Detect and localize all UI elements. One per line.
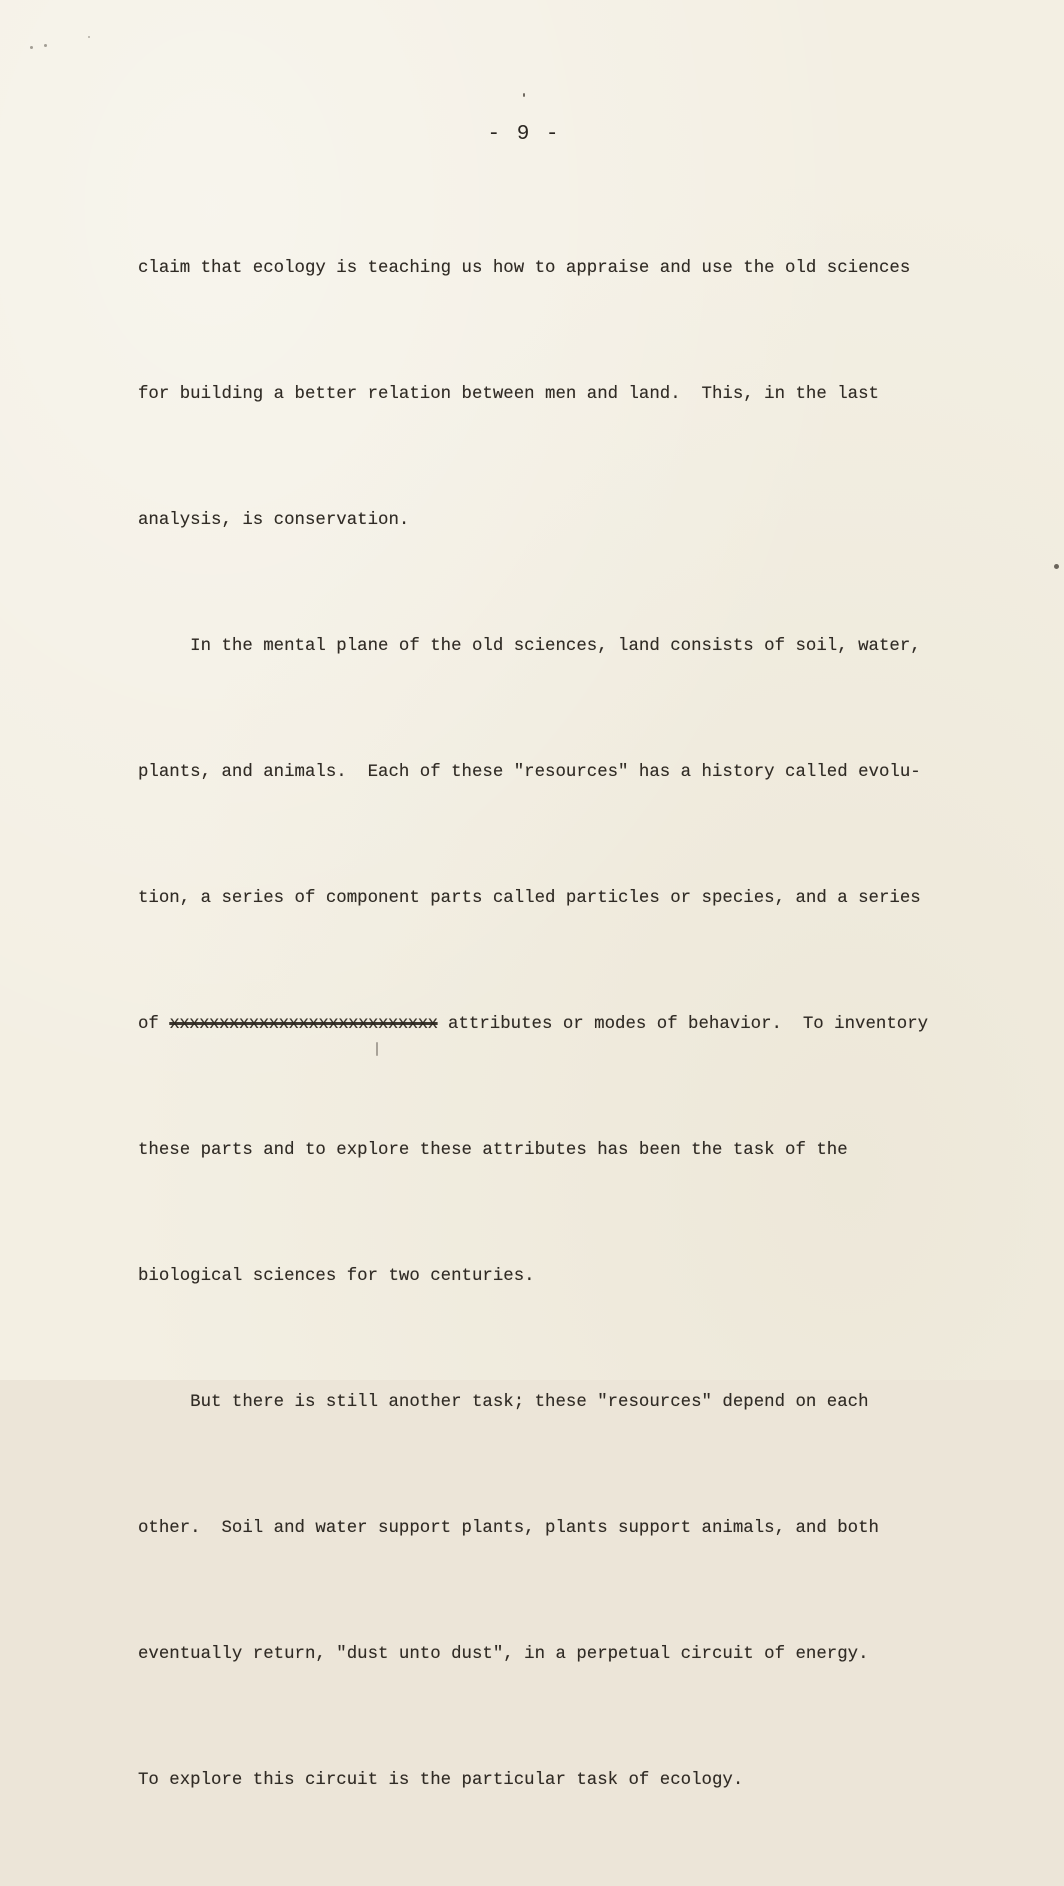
line-start: of: [138, 1015, 170, 1034]
text-line: other. Soil and water support plants, plants support animals, and both: [138, 1519, 879, 1538]
text-line: claim that ecology is teaching us how to appraise and use the old sciences: [138, 259, 911, 278]
text-line: these parts and to explore these attributes has been the task of the: [138, 1141, 848, 1160]
paper-speck: [376, 1042, 378, 1056]
text-line: To explore this circuit is the particular task of ecology.: [138, 1771, 744, 1790]
paper-speck: [44, 44, 47, 47]
struck-out-text: xxxxxxxxxxxxxxxxxxxxxxxxxxx: [169, 1015, 438, 1034]
text-line: for building a better relation between men and land. This, in the last: [138, 385, 879, 404]
paper-speck: [30, 46, 33, 49]
text-line: plants, and animals. Each of these "resources" has a history called evolu-: [138, 763, 921, 782]
paper-speck: [523, 93, 525, 97]
paper-speck: [88, 36, 90, 38]
body-text: [138, 164, 938, 1886]
page-number: - 9 -: [487, 123, 561, 146]
text-line: tion, a series of component parts called particles or species, and a series: [138, 889, 921, 908]
line-end: attributes or modes of behavior. To inventory: [437, 1015, 929, 1034]
text-line: In the mental plane of the old sciences, land consists of soil, water,: [138, 637, 921, 656]
text-line: analysis, is conservation.: [138, 511, 410, 530]
paper-speck: [1054, 564, 1059, 569]
text-line: eventually return, "dust unto dust", in a perpetual circuit of energy.: [138, 1645, 869, 1664]
text-line: But there is still another task; these "resources" depend on each: [138, 1393, 869, 1412]
text-line-with-strikeout: [138, 1004, 938, 1046]
text-line: biological sciences for two centuries.: [138, 1267, 535, 1286]
